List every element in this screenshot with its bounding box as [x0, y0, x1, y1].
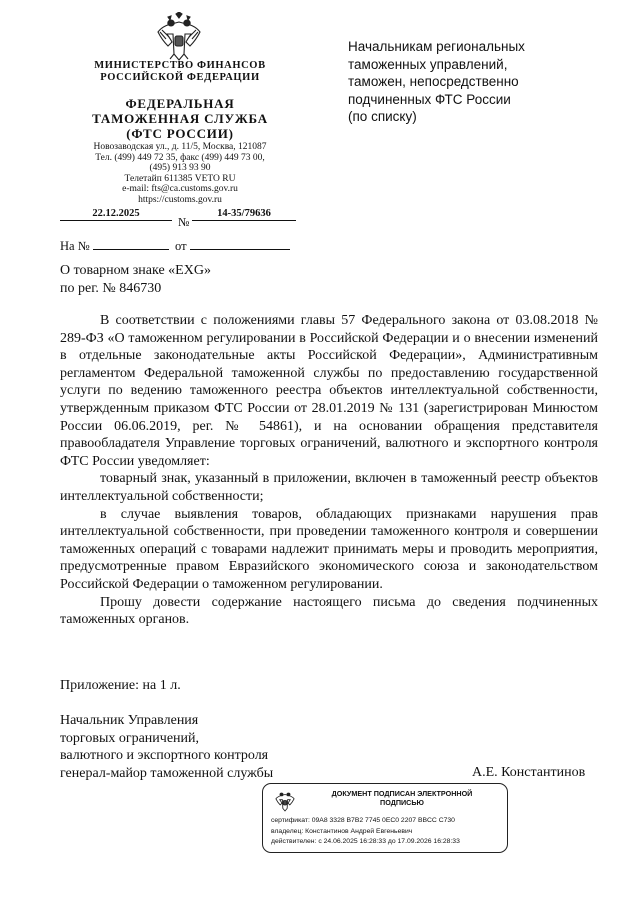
stamp-title-line: ПОДПИСЬЮ — [380, 798, 424, 807]
stamp-title-line: ДОКУМЕНТ ПОДПИСАН ЭЛЕКТРОННОЙ — [331, 789, 473, 798]
ministry-name — [60, 60, 300, 84]
address-line: Новозаводская ул., д. 11/5, Москва, 121087 — [93, 142, 267, 152]
body-paragraph: товарный знак, указанный в приложении, включен в таможенный реестр объектов интеллектуальной собственности; — [60, 471, 598, 504]
registration-number-label: № — [178, 215, 190, 229]
signer-position-line: Начальник Управления — [60, 713, 199, 728]
website-line: https://customs.gov.ru — [138, 194, 222, 205]
service-name-line: ТАМОЖЕННАЯ СЛУЖБА — [92, 111, 268, 126]
ministry-name-line: МИНИСТЕРСТВО ФИНАНСОВ — [94, 60, 266, 71]
addressee-line: подчиненных ФТС России — [348, 91, 511, 107]
letter-body — [60, 312, 598, 629]
body-paragraph: В соответствии с положениями главы 57 Федерального закона от 03.08.2018 № 289-ФЗ «О таможенном регулировании в Российской Федерации и о внесении изменений в отдельные законодательные акты Российской Федерации», Административным регламентом Федеральной таможенной службы по предоставлению государственной услуги по ведению таможенного реестра объектов интеллектуальной собственности, утвержденным приказом ФТС России от 28.01.2019 № 131 (зарегистрирован Минюстом России 06.06.2019, рег. № 54861), и на основании обращения представителя правообладателя Управление торговых ограничений, валютного и экспортного контроля ФТС России уведомляет: — [60, 313, 598, 469]
coat-of-arms-icon — [275, 790, 295, 812]
stamp-details — [271, 816, 505, 848]
electronic-signature-stamp — [262, 783, 508, 853]
subject-line: О товарном знаке «EXG» — [60, 263, 211, 278]
reference-number-blank — [93, 238, 169, 250]
subject-line: по рег. № 846730 — [60, 281, 162, 296]
registration-date: 22.12.2025 — [60, 208, 172, 221]
registration-number: 14-35/79636 — [192, 208, 296, 221]
signer-position — [60, 712, 320, 782]
addressee-line: таможен, непосредственно — [348, 74, 519, 89]
reference-from-label: от — [175, 239, 187, 253]
addressee-line: Начальникам региональных — [348, 39, 525, 54]
addressee-line: таможенных управлений, — [348, 56, 508, 72]
address-line: Телетайп 611385 VETO RU — [124, 173, 236, 184]
body-paragraph: в случае выявления товаров, обладающих признаками нарушения прав интеллектуальной собственности, при проведении таможенного контроля и совершении таможенных операций с товарами надлежит принимать меры и проводить мероприятия, предусмотренные правом Евразийского экономического союза и законодательством Российской Федерации о таможенном регулировании. — [60, 506, 598, 592]
address-line: Тел. (499) 449 72 35, факс (499) 449 73 00, — [95, 152, 265, 163]
email-line: e-mail: fts@ca.customs.gov.ru — [122, 184, 238, 195]
signer-position-line: валютного и экспортного контроля — [60, 748, 269, 764]
reference-prefix: На № — [60, 239, 90, 253]
attachment-note: Приложение: на 1 л. — [60, 678, 181, 693]
signer-position-line: генерал-майор таможенной службы — [60, 765, 274, 781]
stamp-certificate: сертификат: 09A8 3328 B7B2 7745 0EC0 2207 BBCC C730 — [271, 817, 455, 824]
stamp-title — [301, 789, 503, 807]
addressee — [348, 38, 598, 126]
body-paragraph: Прошу довести содержание настоящего письма до сведения подчиненных таможенных органов. — [60, 594, 598, 628]
reference-line — [60, 238, 290, 254]
service-name-line: ФЕДЕРАЛЬНАЯ — [125, 96, 235, 111]
letter-subject — [60, 262, 320, 298]
reference-date-blank — [190, 238, 290, 250]
sender-address — [60, 142, 300, 206]
coat-of-arms-icon — [156, 12, 202, 62]
stamp-owner: владелец: Константинов Андрей Евгеньевич — [271, 827, 413, 835]
stamp-validity: действителен: с 24.06.2025 16:28:33 до 17.09.2026 16:28:33 — [271, 838, 460, 845]
address-line: (495) 913 93 90 — [149, 163, 211, 174]
signer-name: А.Е. Константинов — [472, 765, 586, 780]
ministry-name-line: РОССИЙСКОЙ ФЕДЕРАЦИИ — [100, 72, 260, 83]
addressee-line: (по списку) — [348, 109, 417, 124]
service-name-line: (ФТС РОССИИ) — [126, 126, 234, 141]
service-name — [60, 96, 300, 141]
signer-position-line: торговых ограничений, — [60, 730, 200, 746]
